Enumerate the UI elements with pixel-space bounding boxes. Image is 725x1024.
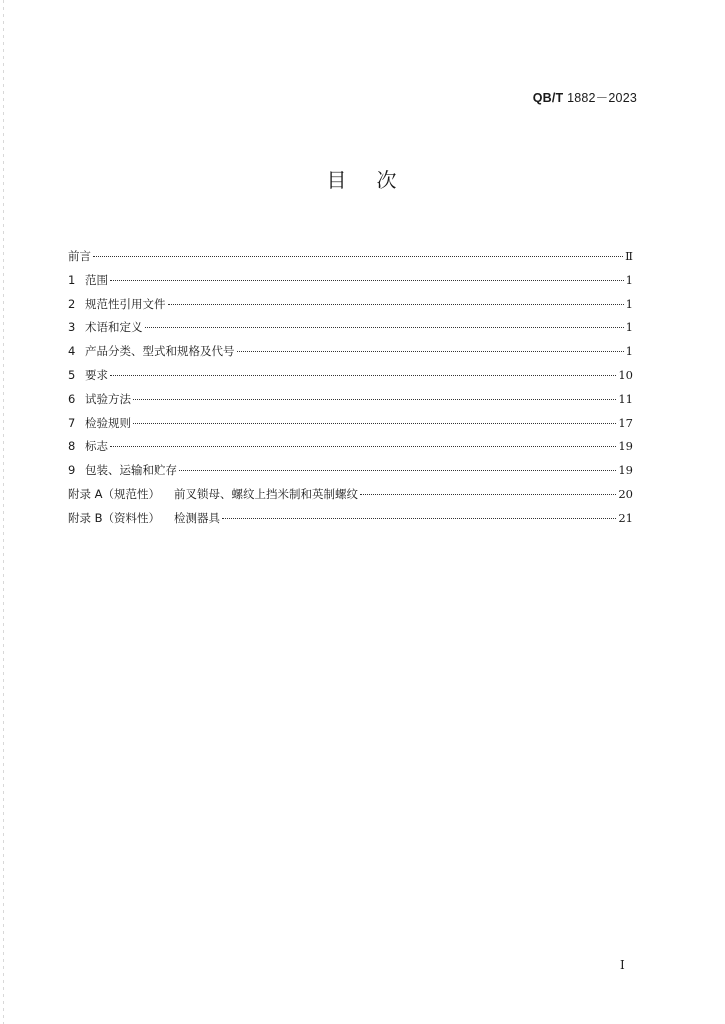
annex-designation: 附录 A（规范性） xyxy=(68,486,161,501)
toc-entry-label: 规范性引用文件 xyxy=(85,296,166,311)
toc-entry-4[interactable] xyxy=(68,343,633,367)
toc-entry-page: 1 xyxy=(625,296,633,311)
toc-entry-number: 2 xyxy=(68,296,76,311)
toc-entry-label: 范围 xyxy=(85,272,108,287)
annex-title: 前叉锁母、螺纹上挡米制和英制螺纹 xyxy=(174,486,359,501)
toc-leader-dots xyxy=(133,423,616,424)
toc-entry-page: 19 xyxy=(618,463,633,478)
toc-entry-number: 8 xyxy=(68,439,76,454)
toc-entry-page: 1 xyxy=(625,320,633,335)
toc-entry-number: 3 xyxy=(68,320,76,335)
annex-designation: 附录 B（资料性） xyxy=(68,510,161,525)
toc-entry-number: 1 xyxy=(68,272,76,287)
toc-entry-page: 21 xyxy=(618,510,633,525)
toc-entry-8[interactable] xyxy=(68,438,633,462)
toc-entry-number: 9 xyxy=(68,463,76,478)
toc-entry-5[interactable] xyxy=(68,367,633,391)
toc-entry-annex-a[interactable] xyxy=(68,486,633,510)
toc-entry-number: 7 xyxy=(68,415,76,430)
toc-entry-label: 试验方法 xyxy=(85,391,131,406)
toc-entry-page: 10 xyxy=(618,367,633,382)
scan-edge xyxy=(3,0,4,1024)
page-number: I xyxy=(620,958,625,972)
toc-leader-dots xyxy=(222,518,616,519)
toc-entry-page: 1 xyxy=(625,344,633,359)
toc-entry-page: 1 xyxy=(625,272,633,287)
toc-entry-label: 包装、运输和贮存 xyxy=(85,463,177,478)
toc-leader-dots xyxy=(360,494,616,495)
toc-entry-foreword[interactable] xyxy=(68,248,633,272)
toc-entry-page: 11 xyxy=(618,391,633,406)
toc-leader-dots xyxy=(237,351,624,352)
toc-title xyxy=(0,164,725,193)
toc-entry-label: 检验规则 xyxy=(85,415,131,430)
toc-leader-dots xyxy=(179,470,616,471)
toc-leader-dots xyxy=(110,375,616,376)
table-of-contents xyxy=(68,248,633,534)
annex-title: 检测器具 xyxy=(174,510,221,525)
toc-entry-9[interactable] xyxy=(68,462,633,486)
toc-entry-number: 4 xyxy=(68,344,76,359)
toc-entry-label: 术语和定义 xyxy=(85,320,143,335)
standard-number xyxy=(533,88,637,106)
toc-entry-2[interactable] xyxy=(68,296,633,320)
toc-entry-3[interactable] xyxy=(68,319,633,343)
toc-entry-annex-b[interactable] xyxy=(68,510,633,534)
toc-entry-7[interactable] xyxy=(68,415,633,439)
standard-code: 1882－2023 xyxy=(567,91,637,105)
toc-entry-number: 5 xyxy=(68,367,76,382)
toc-entry-label: 前言 xyxy=(68,249,91,263)
toc-entry-1[interactable] xyxy=(68,272,633,296)
toc-entry-page: 19 xyxy=(618,439,633,454)
toc-entry-label: 标志 xyxy=(85,439,108,454)
toc-leader-dots xyxy=(110,280,624,281)
toc-title-char-1: 目 xyxy=(326,168,349,192)
toc-leader-dots xyxy=(145,327,624,328)
toc-entry-page: 17 xyxy=(618,415,633,430)
standard-prefix: QB/T xyxy=(532,91,564,105)
toc-leader-dots xyxy=(168,304,624,305)
toc-leader-dots xyxy=(133,399,616,400)
toc-entry-number: 6 xyxy=(68,391,76,406)
toc-entry-label: 产品分类、型式和规格及代号 xyxy=(85,344,235,359)
toc-title-char-2: 次 xyxy=(376,168,399,192)
toc-leader-dots xyxy=(93,256,623,257)
toc-entry-label xyxy=(68,486,358,502)
toc-entry-page: Ⅱ xyxy=(625,249,633,263)
toc-entry-page: 20 xyxy=(618,486,633,501)
toc-entry-label: 要求 xyxy=(85,367,108,382)
toc-leader-dots xyxy=(110,446,616,447)
toc-entry-label xyxy=(68,510,220,526)
toc-entry-6[interactable] xyxy=(68,391,633,415)
